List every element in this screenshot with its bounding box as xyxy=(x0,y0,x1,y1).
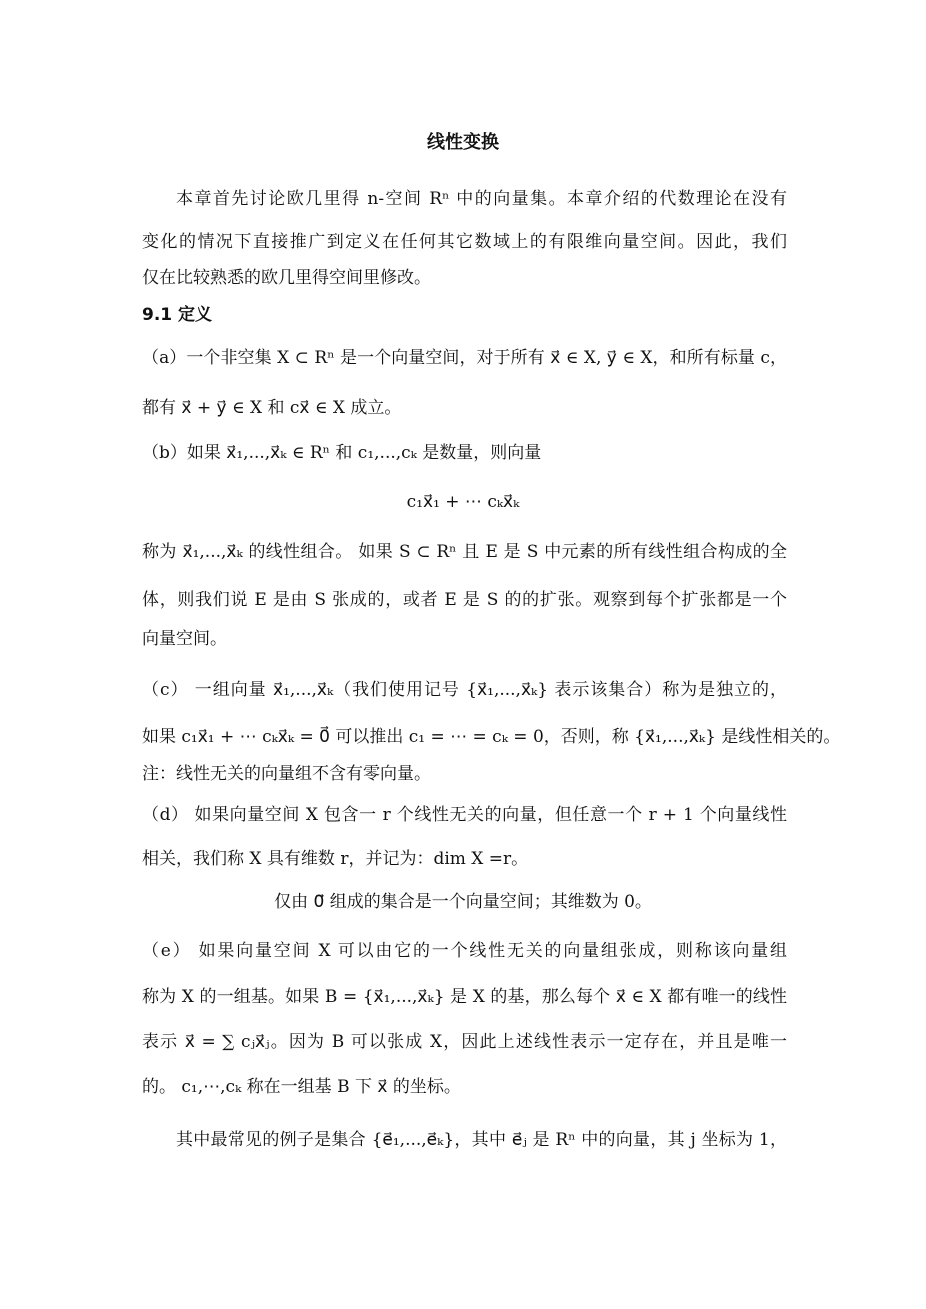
paragraph-line: 称为 x⃗₁,...,x⃗ₖ 的线性组合。 如果 S ⊂ Rⁿ 且 E 是 S 中元素的所有线性组合构成的全 xyxy=(142,542,787,562)
paragraph-line: （d） 如果向量空间 X 包含一 r 个线性无关的向量，但任意一个 r + 1 个向量线性 xyxy=(142,805,787,825)
intro-line-2: 变化的情况下直接推广到定义在任何其它数域上的有限维向量空间。因此，我们 xyxy=(142,232,787,252)
paragraph-line: 都有 x⃗ + y⃗ ∈ X 和 cx⃗ ∈ X 成立。 xyxy=(142,398,402,418)
paragraph-line: （b）如果 x⃗₁,...,x⃗ₖ ∈ Rⁿ 和 c₁,...,cₖ 是数量，则向量 xyxy=(142,443,542,463)
paragraph-line: （a）一个非空集 X ⊂ Rⁿ 是一个向量空间，对于所有 x⃗ ∈ X, y⃗ ∈ X，和所有标量 c， xyxy=(142,348,787,368)
paragraph-line: 向量空间。 xyxy=(142,629,227,649)
paragraph-line: 称为 X 的一组基。如果 B = {x⃗₁,...,x⃗ₖ} 是 X 的基，那么每个 x⃗ ∈ X 都有唯一的线性 xyxy=(142,987,787,1007)
paragraph-line: 注：线性无关的向量组不含有零向量。 xyxy=(142,764,431,784)
paragraph-line: 的。 c₁,⋯,cₖ 称在一组基 B 下 x⃗ 的坐标。 xyxy=(142,1077,461,1097)
intro-line-3: 仅在比较熟悉的欧几里得空间里修改。 xyxy=(142,268,431,288)
paragraph-line: 表示 x⃗ = ∑ cⱼx⃗ⱼ。因为 B 可以张成 X，因此上述线性表示一定存在，并且是唯一 xyxy=(142,1032,787,1052)
paragraph-line: （c） 一组向量 x⃗₁,...,x⃗ₖ（我们使用记号 {x⃗₁,...,x⃗ₖ} 表示该集合）称为是独立的， xyxy=(142,680,787,700)
paragraph-line: （e） 如果向量空间 X 可以由它的一个线性无关的向量组张成，则称该向量组 xyxy=(142,941,787,961)
centered-note: 仅由 0⃗ 组成的集合是一个向量空间；其维数为 0。 xyxy=(274,892,652,912)
paragraph-line: 其中最常见的例子是集合 {e⃗₁,...,e⃗ₖ}，其中 e⃗ⱼ 是 Rⁿ 中的向量，其 j 坐标为 1， xyxy=(176,1130,787,1150)
section-heading: 9.1 定义 xyxy=(142,305,213,325)
formula-line: c₁x⃗₁ + ⋯ cₖx⃗ₖ xyxy=(406,492,520,512)
paragraph-line: 相关，我们称 X 具有维数 r，并记为：dim X =r。 xyxy=(142,849,529,869)
paragraph-line: 如果 c₁x⃗₁ + ⋯ cₖx⃗ₖ = 0⃗ 可以推出 c₁ = ⋯ = cₖ = 0，否则，称 {x⃗₁,...,x⃗ₖ} 是线性相关的。 xyxy=(142,727,841,747)
paragraph-line: 体，则我们说 E 是由 S 张成的，或者 E 是 S 的的扩张。观察到每个扩张都是一个 xyxy=(142,590,787,610)
page-title: 线性变换 xyxy=(427,132,499,153)
intro-line-1: 本章首先讨论欧几里得 n-空间 Rⁿ 中的向量集。本章介绍的代数理论在没有 xyxy=(176,189,787,209)
